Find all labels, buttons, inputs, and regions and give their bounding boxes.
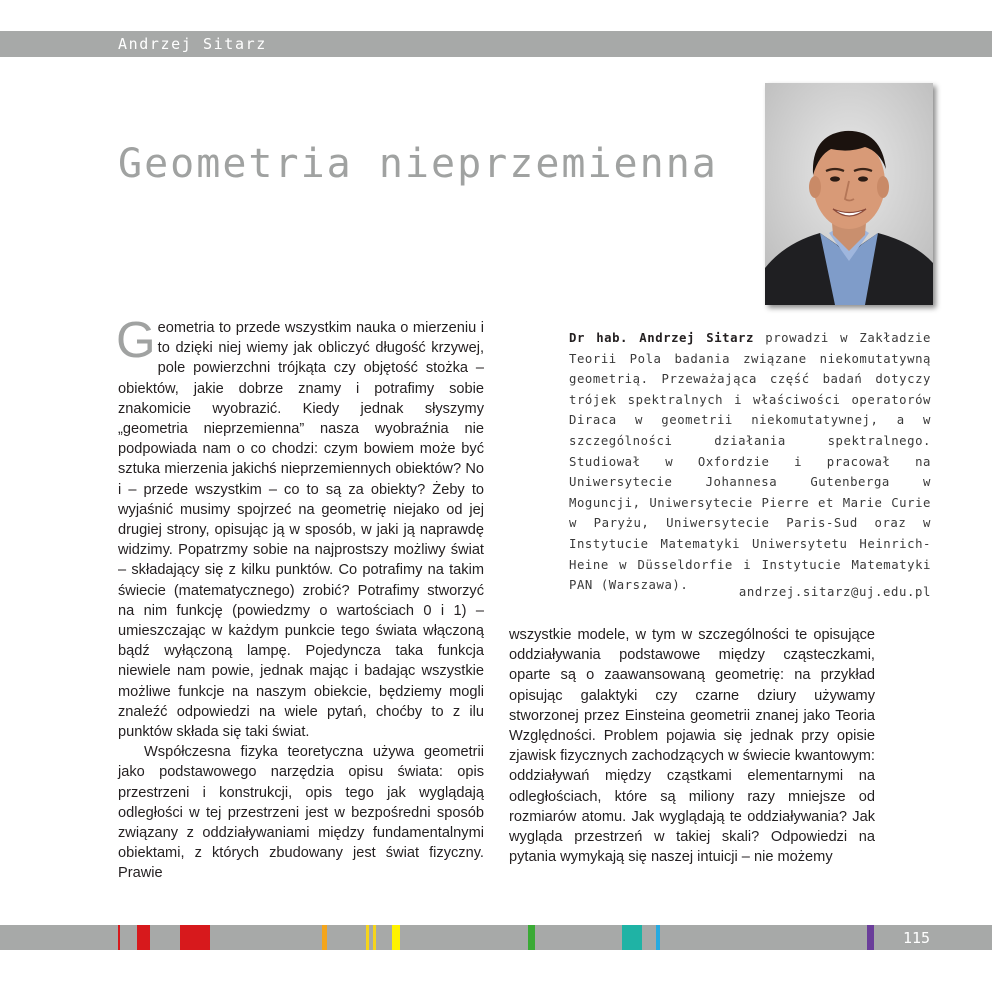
bio-text: prowadzi w Zakładzie Teorii Pola badania związane niekomutatywną geometrią. Przeważająca część badań dotyczy trójek spektralnych i właściwości operatorów Diraca w geometrii niekomutatywnej, a w szczególności działania spektralnego. Studiował w Oxfordzie i pracował na Uniwersytecie Johannesa Gutenberga w Moguncji, Uniwersytecie Pierre et Marie Curie w Paryżu, Uniwersytecie Paris-Sud oraz w Instytucie Matematyki Uniwersytetu Heinrich-Heine w Düsseldorfie i Instytucie Matematyki PAN (Warszawa).: [569, 331, 931, 593]
footer-color-stripe: [137, 925, 150, 950]
bio-author-name: Dr hab. Andrzej Sitarz: [569, 331, 754, 345]
footer-bar: [0, 925, 992, 950]
paragraph: Współczesna fizyka teoretyczna używa geometrii jako podstawowego narzędzia opisu świata: opis przestrzeni i konstrukcji, opis tego jak wyglądają odległości w tej przestrzeni jest w bezpośredni sposób związany z oddziaływaniami między fundamentalnymi obiektami, z których zbudowany jest świat fizyczny. Prawie: [118, 744, 484, 882]
author-photo: [765, 83, 933, 305]
footer-color-stripe: [322, 925, 327, 950]
article-title: Geometria nieprzemienna: [118, 141, 718, 187]
paragraph: wszystkie modele, w tym w szczególności te opisujące oddziaływania podstawowe między cząsteczkami, oparte są o zaawansowaną geometrię: na przykład opisując galaktyki czy czarne dziury używamy stworzonej przez Einsteina geometrii znanej jako Teoria Względności. Problem pojawia się jednak przy opisie zjawisk fizycznych zachodzących w świecie kwantowym: oddziaływań między cząstkami elementarnymi na odległościach, które są miliony razy mniejsze od rozmiarów atomu. Jak wyglądają te oddziaływania? Jak wygląda przestrzeń w takiej skali? Odpowiedzi na pytania wymykają się naszej intuicji – nie możemy: [509, 627, 875, 866]
paragraph-text: eometria to przede wszystkim nauka o mierzeniu i to dzięki niej wiemy jak obliczyć długość krzywej, pole powierzchni trójkąta czy objętość stożka – obiektów, jakie dobrze znamy i potrafimy sobie znakomicie wyobrazić. Kiedy jednak słyszymy „geometria nieprzemienna” nasza wyobraźnia nie podpowiada nam o co chodzi: czym bowiem może być sztuka mierzenia jakichś nieprzemiennych obiektów? No i – przede wszystkim – co to są za obiekty? Żeby to wyjaśnić musimy spojrzeć na geometrię niejako od jej drugiej strony, opisując ją w sposób, w jaki ją naprawdę widzimy. Popatrzmy sobie na najprostszy możliwy świat – składający się z kilku punktów. Co potrafimy na takim świecie (matematycznego) zrobić? Potrafimy stworzyć na nim funkcję (powiedzmy o wartościach 0 i 1) – umieszczając w każdym punkcie tego świata włączoną bądź wyłączoną lampę. Pojedyncza taka funkcja niewiele nam powie, jednak mając i badając wszystkie możliwe funkcje na naszym obiekcie, będziemy mogli znaleźć odpowiedzi na wiele pytań, choćby to z ilu punktów składa się taki świat.: [118, 320, 484, 741]
footer-color-stripe: [366, 925, 369, 950]
page-number: 115: [903, 929, 931, 947]
footer-color-stripe: [622, 925, 642, 950]
author-bio: [569, 328, 931, 596]
footer-color-stripe: [656, 925, 660, 950]
footer-color-stripe: [528, 925, 535, 950]
footer-color-stripe: [373, 925, 376, 950]
footer-color-stripe: [118, 925, 120, 950]
article-body-left-column: [116, 311, 484, 884]
footer-color-stripe: [180, 925, 210, 950]
paragraph: [116, 311, 484, 742]
drop-cap: G: [116, 311, 156, 368]
author-email-link[interactable]: andrzej.sitarz@uj.edu.pl: [738, 585, 931, 599]
footer-color-stripe: [392, 925, 400, 950]
article-body-right-column: [509, 625, 875, 867]
running-head-author: Andrzej Sitarz: [118, 35, 267, 53]
footer-color-stripe: [867, 925, 874, 950]
